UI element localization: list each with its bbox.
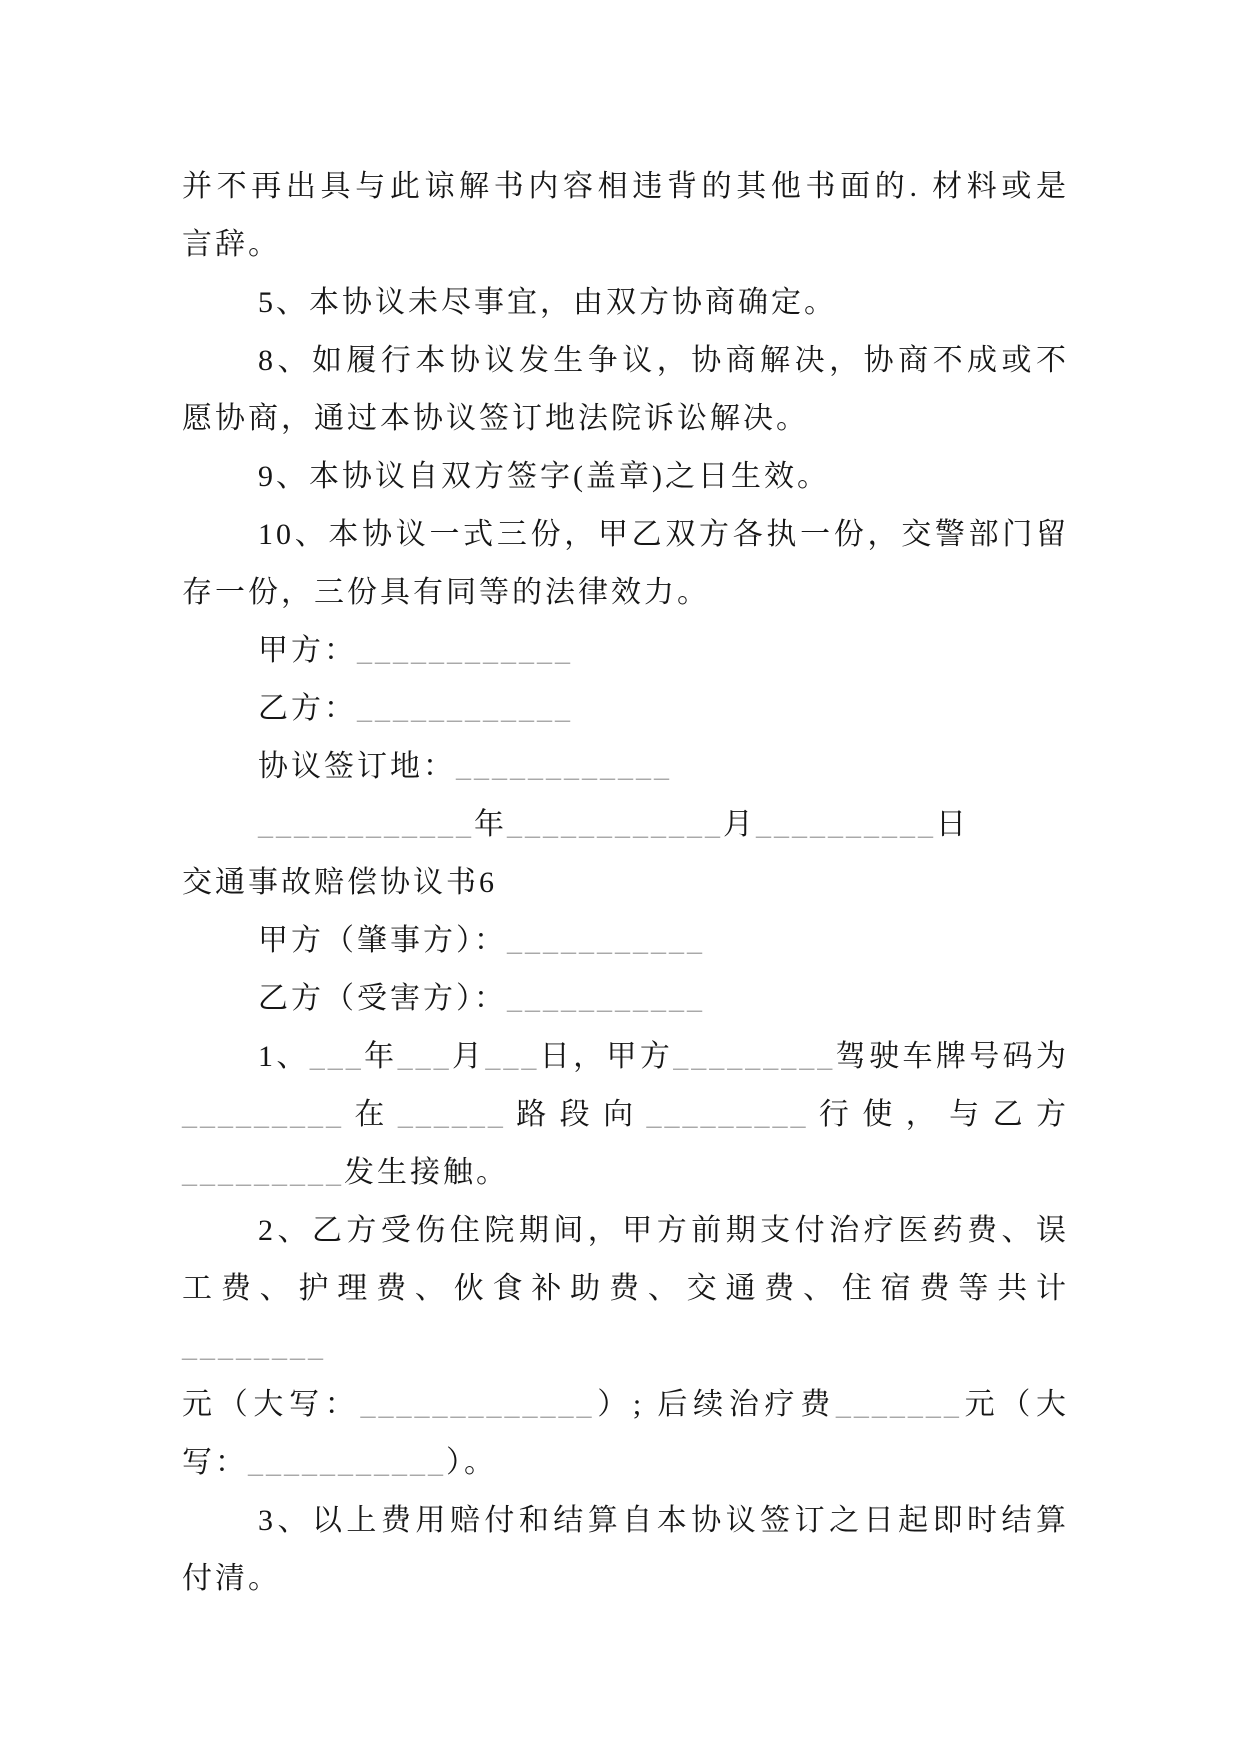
blank-fill-field: __________	[756, 808, 936, 841]
text-run: 2、乙方受伤住院期间，甲方前期支付治疗医药费、误	[258, 1214, 1069, 1247]
blank-fill-field: ___	[397, 1040, 452, 1073]
text-run: 日	[936, 808, 969, 841]
blank-fill-field: ___________	[507, 924, 705, 957]
text-line	[182, 390, 1069, 448]
blank-fill-field: _________	[182, 1156, 344, 1189]
text-line	[182, 332, 1069, 390]
text-run: 甲方（肇事方）：	[258, 924, 507, 957]
text-run: 付清。	[182, 1562, 281, 1595]
text-run: 愿协商，通过本协议签订地法院诉讼解决。	[182, 402, 809, 435]
text-run: 言辞。	[182, 228, 281, 261]
text-line	[182, 158, 1069, 216]
text-run: ）。	[446, 1446, 497, 1479]
text-line	[182, 796, 1069, 854]
text-line	[182, 622, 1069, 680]
text-run: 发生接触。	[344, 1156, 509, 1189]
text-line	[182, 1144, 1069, 1202]
text-run: 写：	[182, 1446, 248, 1479]
text-run: 乙方（受害方）：	[258, 982, 507, 1015]
text-line	[182, 1202, 1069, 1260]
blank-fill-field: ____________	[507, 808, 723, 841]
text-line	[182, 1086, 1069, 1144]
blank-fill-field: ___________	[507, 982, 705, 1015]
text-line	[182, 216, 1069, 274]
text-run: 乙方：	[258, 692, 357, 725]
text-run: 8、如履行本协议发生争议，协商解决，协商不成或不	[258, 344, 1069, 377]
text-run: 元（大写：	[182, 1388, 361, 1421]
text-run: 月	[451, 1040, 486, 1073]
blank-fill-field: ________	[182, 1330, 326, 1363]
text-run: 元（大	[961, 1388, 1070, 1421]
text-run: 交通事故赔偿协议书6	[182, 866, 497, 899]
text-run: 日，甲方	[539, 1040, 674, 1073]
text-run: 存一份，三份具有同等的法律效力。	[182, 576, 710, 609]
blank-fill-field: _________	[182, 1098, 344, 1131]
text-run: 月	[723, 808, 756, 841]
text-run: 在	[344, 1098, 398, 1131]
text-run: 10、本协议一式三份，甲乙双方各执一份，交警部门留	[258, 518, 1069, 551]
text-run: 9、本协议自双方签字(盖章)之日生效。	[258, 460, 830, 493]
blank-fill-field: _________	[673, 1040, 836, 1073]
text-line	[182, 1434, 1069, 1492]
text-line	[182, 912, 1069, 970]
text-line	[182, 854, 1069, 912]
text-line	[182, 274, 1069, 332]
text-line	[182, 1260, 1069, 1376]
text-run: 行使，与乙方	[808, 1098, 1070, 1131]
text-run: 驾驶车牌号码为	[835, 1040, 1070, 1073]
text-run: 甲方：	[258, 634, 357, 667]
text-line	[182, 1028, 1069, 1086]
text-run: ）; 后续治疗费	[594, 1388, 836, 1421]
blank-fill-field: ______	[397, 1098, 506, 1131]
text-line	[182, 738, 1069, 796]
blank-fill-field: ____________	[258, 808, 474, 841]
blank-fill-field: ___	[485, 1040, 540, 1073]
text-line	[182, 1376, 1069, 1434]
text-run: 并不再出具与此谅解书内容相违背的其他书面的. 材料或是	[182, 170, 1069, 203]
text-line	[182, 506, 1069, 564]
blank-fill-field: _________	[646, 1098, 809, 1131]
text-line	[182, 564, 1069, 622]
blank-fill-field: ____________	[357, 692, 573, 725]
text-line	[182, 1492, 1069, 1550]
text-run: 1、	[258, 1040, 310, 1073]
text-line	[182, 970, 1069, 1028]
text-run: 工费、护理费、伙食补助费、交通费、住宿费等共计	[182, 1272, 1069, 1305]
blank-fill-field: ____________	[357, 634, 573, 667]
blank-fill-field: ____________	[456, 750, 672, 783]
blank-fill-field: ___________	[248, 1446, 446, 1479]
text-run: 年	[363, 1040, 398, 1073]
blank-fill-field: ___	[309, 1040, 364, 1073]
text-run: 路段向	[505, 1098, 647, 1131]
blank-fill-field: _____________	[360, 1388, 595, 1421]
text-run: 年	[474, 808, 507, 841]
text-line	[182, 680, 1069, 738]
text-run: 5、本协议未尽事宜，由双方协商确定。	[258, 286, 837, 319]
text-run: 协议签订地：	[258, 750, 456, 783]
blank-fill-field: _______	[835, 1388, 962, 1421]
text-line	[182, 448, 1069, 506]
text-run: 3、以上费用赔付和结算自本协议签订之日起即时结算	[258, 1504, 1069, 1537]
text-line	[182, 1550, 1069, 1608]
